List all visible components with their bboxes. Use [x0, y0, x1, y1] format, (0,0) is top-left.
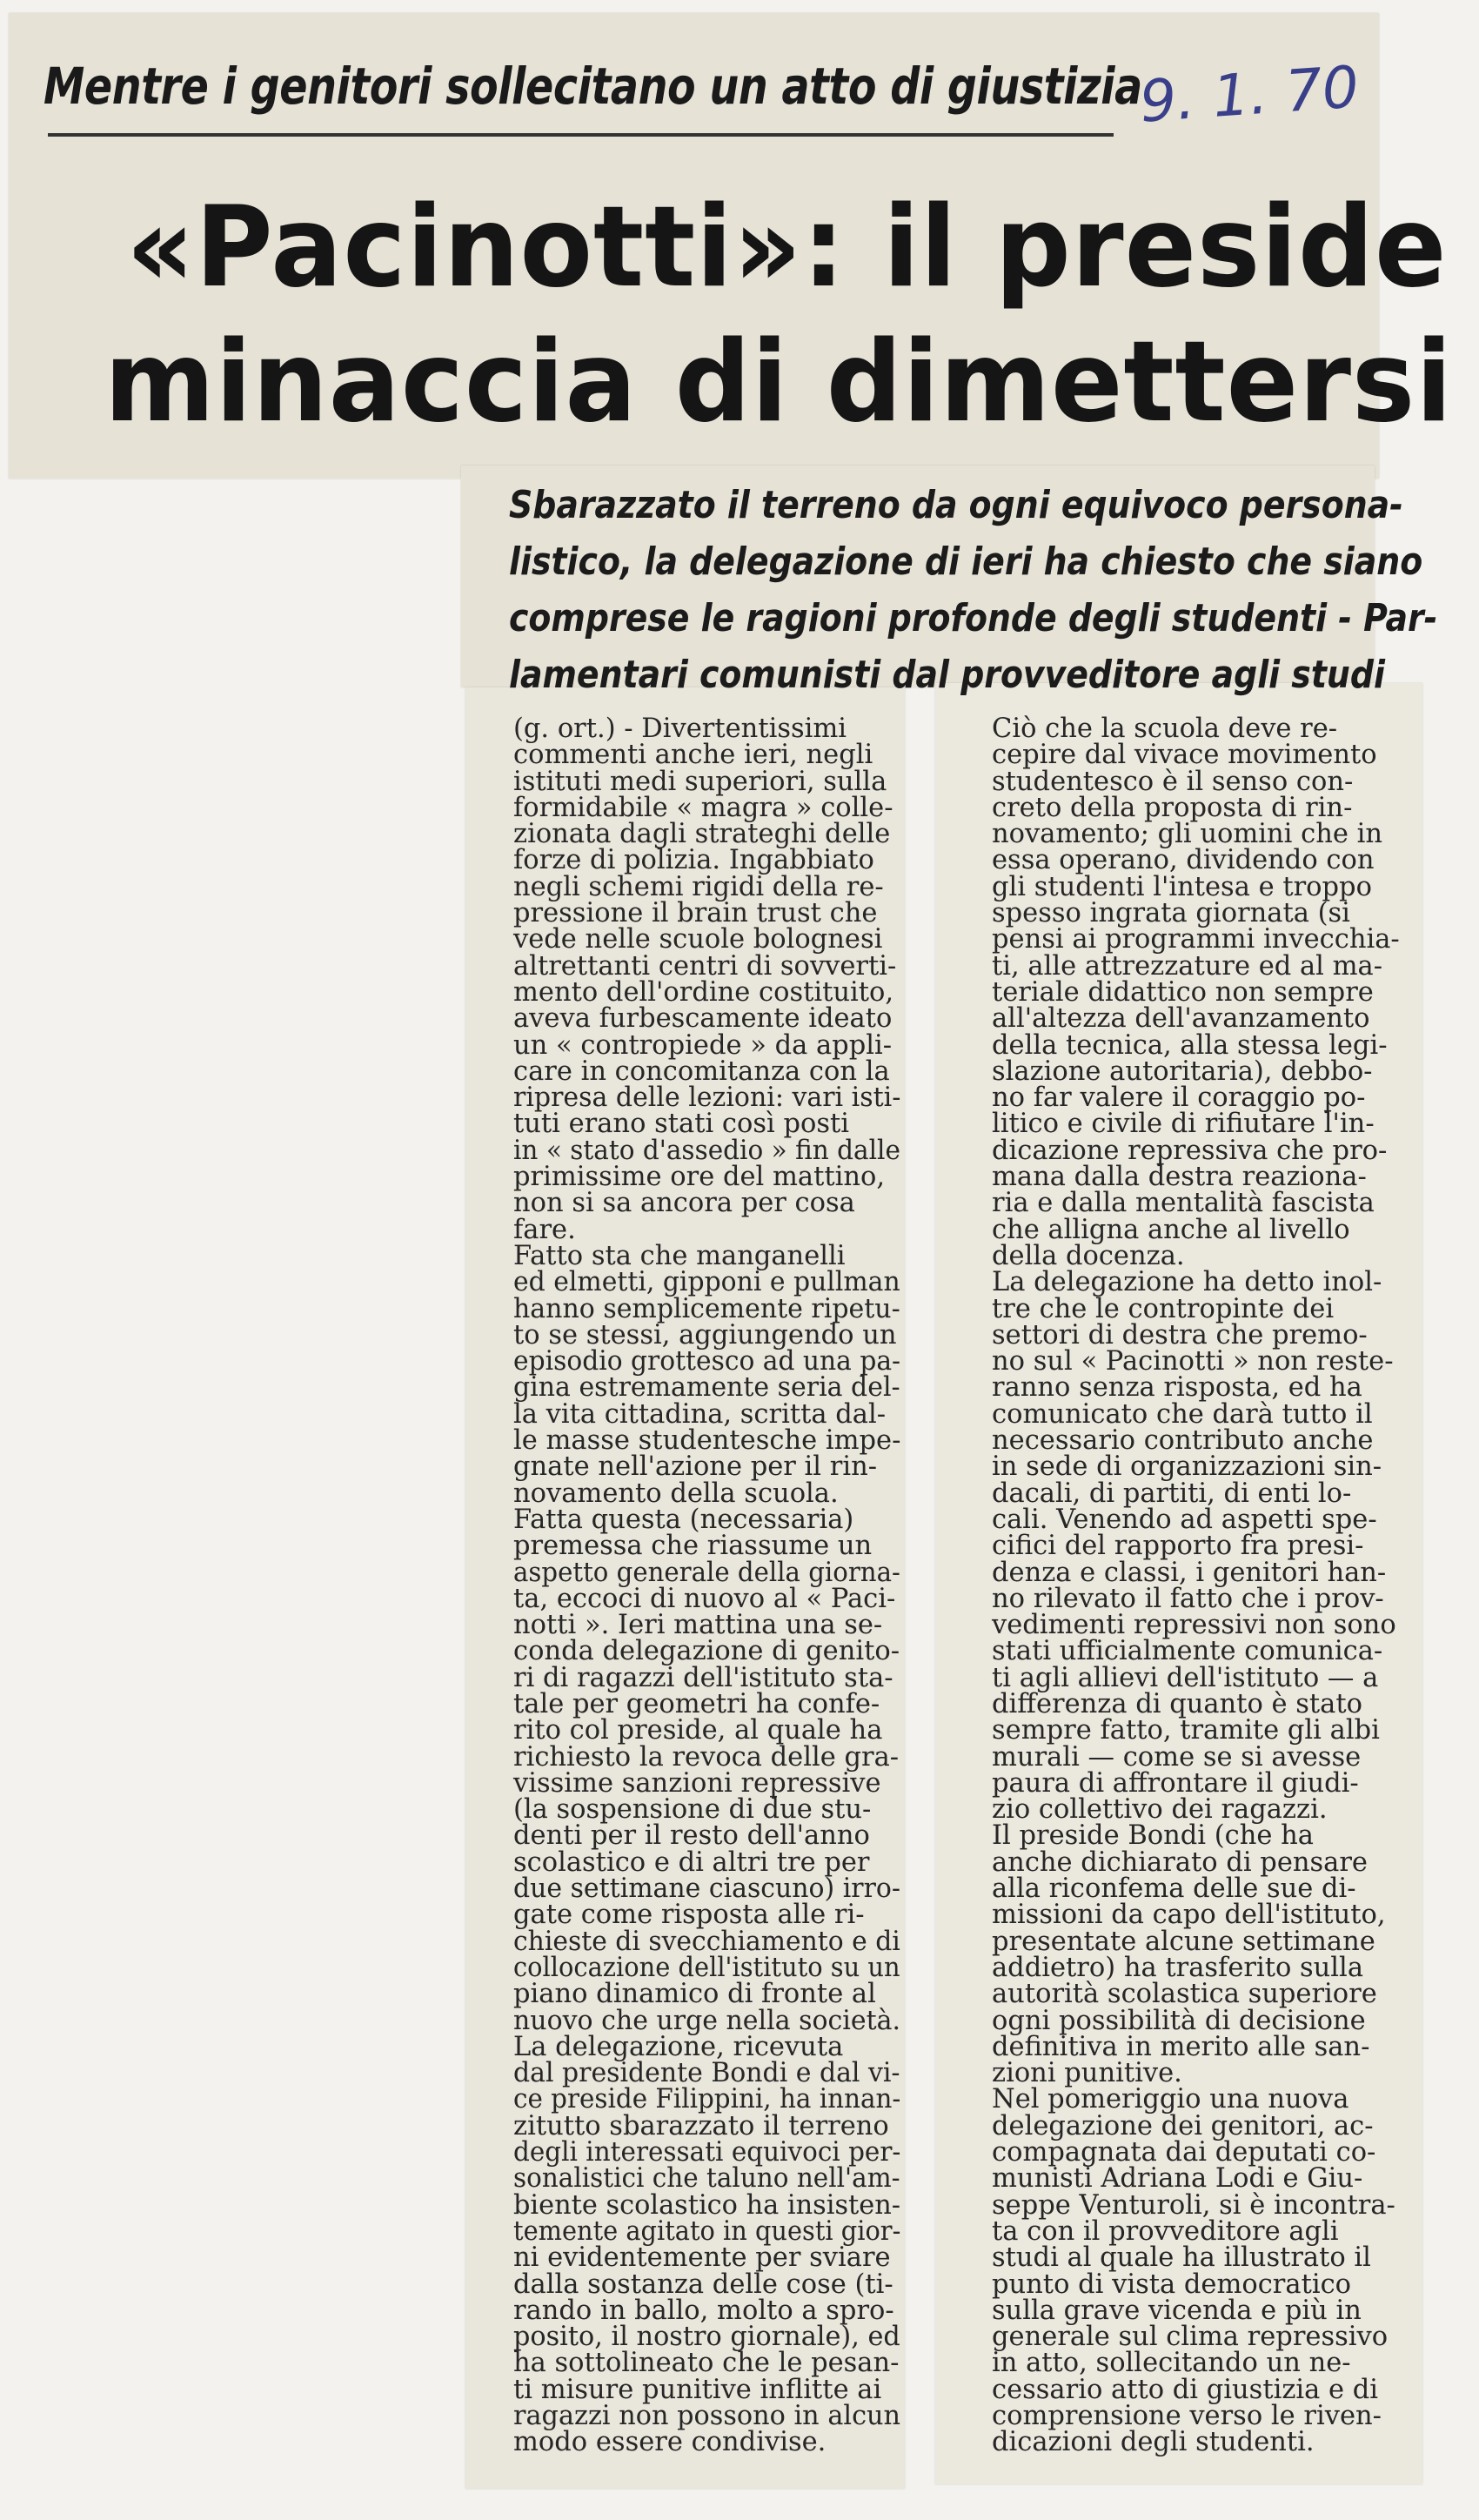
- text-line: (g. ort.) - Divertentissimi: [513, 714, 847, 744]
- text-line: cifici del rapporto fra presi-: [992, 1531, 1364, 1562]
- text-line: ed elmetti, gipponi e pullman: [513, 1267, 900, 1298]
- text-line: ragazzi non possono in alcun: [513, 2401, 901, 2431]
- subhead-line: listico, la delegazione di ieri ha chiesto che siano: [509, 540, 1423, 584]
- text-line: un « contropiede » da appli-: [513, 1029, 893, 1061]
- text-line: premessa che riassume un: [513, 1531, 873, 1562]
- text-line: seppe Venturoli, si è incontra-: [992, 2189, 1395, 2221]
- text-line: tale per geometri ha confe-: [513, 1688, 880, 1719]
- headline-line: «Pacinotti»: il preside: [126, 183, 1448, 312]
- text-line: primissime ore del mattino,: [513, 1162, 886, 1193]
- text-line: posito, il nostro giornale), ed: [513, 2322, 900, 2353]
- text-line: episodio grottesco ad una pa-: [513, 1346, 901, 1377]
- text-line: aveva furbescamente ideato: [513, 1003, 893, 1035]
- text-line: commenti anche ieri, negli: [513, 740, 873, 771]
- text-line: no sul « Pacinotti » non reste-: [992, 1346, 1394, 1377]
- text-line: nuovo che urge nella società.: [513, 2005, 901, 2036]
- text-line: tuti erano stati così posti: [513, 1109, 850, 1140]
- text-line: gli studenti l'intesa e troppo: [992, 871, 1372, 902]
- text-line: sonalistici che taluno nell'am-: [513, 2163, 900, 2195]
- text-line: missioni da capo dell'istituto,: [992, 1900, 1386, 1931]
- subhead-line: comprese le ragioni profonde degli studenti - Par-: [509, 596, 1438, 640]
- text-line: stati ufficialmente comunica-: [992, 1636, 1383, 1667]
- text-line: La delegazione ha detto inol-: [992, 1267, 1382, 1298]
- text-line: in sede di organizzazioni sin-: [992, 1451, 1382, 1483]
- text-line: ta, eccoci di nuovo al « Paci-: [513, 1583, 896, 1614]
- text-line: creto della proposta di rin-: [992, 792, 1353, 823]
- subheadline: [509, 477, 1438, 703]
- text-line: le masse studentesche impe-: [513, 1425, 901, 1457]
- text-line: ni evidentemente per sviare: [513, 2242, 891, 2274]
- text-line: ta con il provveditore agli: [992, 2215, 1339, 2247]
- text-line: biente scolastico ha insisten-: [513, 2189, 901, 2221]
- text-line: ogni possibilità di decisione: [992, 2005, 1366, 2036]
- text-line: to se stessi, aggiungendo un: [513, 1319, 897, 1350]
- text-line: aspetto generale della giorna-: [513, 1557, 900, 1588]
- text-line: definitiva in merito alle san-: [992, 2031, 1370, 2062]
- text-line: hanno semplicemente ripetu-: [513, 1293, 900, 1324]
- text-line: gnate nell'azione per il rin-: [513, 1451, 878, 1483]
- text-line: Ciò che la scuola deve re-: [992, 714, 1338, 744]
- text-line: in atto, sollecitando un ne-: [992, 2348, 1351, 2379]
- text-line: punto di vista democratico: [992, 2269, 1352, 2300]
- text-line: Fatta questa (necessaria): [513, 1504, 854, 1535]
- text-line: comunicato che darà tutto il: [992, 1398, 1373, 1430]
- text-line: mento dell'ordine costituito,: [513, 976, 894, 1008]
- text-line: dicazione repressiva che pro-: [992, 1135, 1388, 1166]
- text-line: anche dichiarato di pensare: [992, 1846, 1368, 1878]
- text-line: temente agitato in questi gior-: [513, 2215, 901, 2247]
- text-line: modo essere condivise.: [513, 2427, 826, 2458]
- text-line: gate come risposta alle ri-: [513, 1900, 865, 1931]
- text-line: paura di affrontare il giudi-: [992, 1767, 1359, 1799]
- text-line: novamento; gli uomini che in: [992, 819, 1382, 850]
- text-line: scolastico e di altri tre per: [513, 1846, 870, 1878]
- text-line: gina estremamente seria del-: [513, 1372, 900, 1404]
- text-line: no rilevato il fatto che i prov-: [992, 1583, 1384, 1614]
- text-line: care in concomitanza con la: [513, 1056, 890, 1087]
- text-line: ti agli allievi dell'istituto — a: [992, 1662, 1379, 1693]
- text-line: ce preside Filippini, ha innan-: [513, 2084, 901, 2115]
- text-line: collocazione dell'istituto su un: [513, 1952, 900, 1983]
- text-line: formidabile « magra » colle-: [513, 792, 893, 823]
- text-line: La delegazione, ricevuta: [513, 2031, 844, 2062]
- text-line: Nel pomeriggio una nuova: [992, 2084, 1349, 2115]
- text-line: cali. Venendo ad aspetti spe-: [992, 1504, 1377, 1535]
- text-line: Fatto sta che manganelli: [513, 1240, 846, 1271]
- text-line: zioni punitive.: [992, 2058, 1182, 2089]
- text-line: forze di polizia. Ingabbiato: [513, 845, 874, 876]
- text-line: all'altezza dell'avanzamento: [992, 1003, 1370, 1035]
- text-line: richiesto la revoca delle gra-: [513, 1741, 900, 1773]
- text-line: pressione il brain trust che: [513, 898, 878, 929]
- text-line: chieste di svecchiamento e di: [513, 1926, 900, 1957]
- text-line: generale sul clima repressivo: [992, 2322, 1389, 2353]
- text-line: ti, alle attrezzature ed al ma-: [992, 950, 1383, 982]
- text-line: essa operano, dividendo con: [992, 845, 1375, 876]
- text-line: vissime sanzioni repressive: [513, 1767, 881, 1799]
- text-line: denza e classi, i genitori han-: [992, 1557, 1387, 1588]
- handwritten-date: 9. 1. 70: [1137, 53, 1362, 136]
- text-line: notti ». Ieri mattina una se-: [513, 1610, 883, 1641]
- text-line: ha sottolineato che le pesan-: [513, 2348, 900, 2379]
- headline-line: minaccia di dimettersi: [104, 318, 1453, 447]
- text-line: studentesco è il senso con-: [992, 766, 1354, 797]
- text-line: ria e dalla mentalità fascista: [992, 1188, 1375, 1219]
- text-line: dicazioni degli studenti.: [992, 2427, 1315, 2458]
- text-line: ri di ragazzi dell'istituto sta-: [513, 1662, 893, 1693]
- text-line: cepire dal vivace movimento: [992, 740, 1377, 771]
- text-line: zionata dagli strateghi delle: [513, 819, 891, 850]
- text-line: necessario contributo anche: [992, 1425, 1374, 1457]
- text-line: Il preside Bondi (che ha: [992, 1820, 1314, 1852]
- kicker-headline: Mentre i genitori sollecitano un atto di giustizia: [44, 57, 1142, 116]
- text-line: (la sospensione di due stu-: [513, 1794, 872, 1826]
- text-line: alla riconfema delle sue di-: [992, 1873, 1356, 1905]
- kicker-rule: [48, 133, 1114, 137]
- text-line: della tecnica, alla stessa legi-: [992, 1029, 1388, 1061]
- text-line: ranno senza risposta, ed ha: [992, 1372, 1362, 1404]
- text-line: presentate alcune settimane: [992, 1926, 1375, 1957]
- text-line: negli schemi rigidi della re-: [513, 871, 884, 902]
- text-line: zitutto sbarazzato il terreno: [513, 2110, 889, 2141]
- text-line: pensi ai programmi invecchia-: [992, 924, 1400, 955]
- text-line: rito col preside, al quale ha: [513, 1715, 883, 1746]
- text-line: differenza di quanto è stato: [992, 1688, 1362, 1719]
- text-line: autorità scolastica superiore: [992, 1979, 1377, 2010]
- text-line: due settimane ciascuno) irro-: [513, 1873, 900, 1905]
- text-line: ti misure punitive inflitte ai: [513, 2374, 882, 2405]
- text-line: piano dinamico di fronte al: [513, 1979, 876, 2010]
- text-line: dalla sostanza delle cose (ti-: [513, 2269, 893, 2300]
- text-line: studi al quale ha illustrato il: [992, 2242, 1371, 2274]
- text-line: non si sa ancora per cosa: [513, 1188, 855, 1219]
- text-line: degli interessati equivoci per-: [513, 2137, 901, 2168]
- text-line: ripresa delle lezioni: vari isti-: [513, 1082, 901, 1114]
- text-line: sempre fatto, tramite gli albi: [992, 1715, 1380, 1746]
- text-line: altrettanti centri di sovverti-: [513, 950, 897, 982]
- text-line: delegazione dei genitori, ac-: [992, 2110, 1374, 2141]
- text-line: spesso ingrata giornata (si: [992, 898, 1350, 929]
- text-line: slazione autoritaria), debbo-: [992, 1056, 1373, 1087]
- subhead-line: lamentari comunisti dal provveditore agli studi: [509, 653, 1385, 697]
- text-line: settori di destra che premo-: [992, 1319, 1368, 1350]
- text-line: murali — come se si avesse: [992, 1741, 1362, 1773]
- text-line: vede nelle scuole bolognesi: [513, 924, 883, 955]
- text-line: teriale didattico non sempre: [992, 976, 1374, 1008]
- text-line: zio collettivo dei ragazzi.: [992, 1794, 1328, 1826]
- article-column-left: [513, 716, 900, 2456]
- text-line: la vita cittadina, scritta dal-: [513, 1398, 887, 1430]
- text-line: denti per il resto dell'anno: [513, 1820, 870, 1852]
- text-line: mana dalla destra reaziona-: [992, 1162, 1367, 1193]
- text-line: sulla grave vicenda e più in: [992, 2295, 1362, 2326]
- text-line: litico e civile di rifiutare l'in-: [992, 1109, 1375, 1140]
- text-line: che alligna anche al livello: [992, 1214, 1350, 1245]
- text-line: cessario atto di giustizia e di: [992, 2374, 1379, 2405]
- text-line: vedimenti repressivi non sono: [992, 1610, 1396, 1641]
- text-line: conda delegazione di genito-: [513, 1636, 900, 1667]
- text-line: compagnata dai deputati co-: [992, 2137, 1376, 2168]
- text-line: dacali, di partiti, di enti lo-: [992, 1478, 1352, 1509]
- text-line: novamento della scuola.: [513, 1478, 839, 1509]
- text-line: istituti medi superiori, sulla: [513, 766, 887, 797]
- text-line: tre che le contropinte dei: [992, 1293, 1335, 1324]
- subhead-line: Sbarazzato il terreno da ogni equivoco persona-: [509, 483, 1403, 527]
- text-line: munisti Adriana Lodi e Giu-: [992, 2163, 1363, 2195]
- text-line: rando in ballo, molto a spro-: [513, 2295, 894, 2326]
- text-line: in « stato d'assedio » fin dalle: [513, 1135, 900, 1166]
- text-line: no far valere il coraggio po-: [992, 1082, 1366, 1114]
- text-line: comprensione verso le riven-: [992, 2401, 1382, 2431]
- text-line: fare.: [513, 1214, 576, 1245]
- text-line: dal presidente Bondi e dal vi-: [513, 2058, 900, 2089]
- article-column-right: [992, 716, 1405, 2456]
- text-line: addietro) ha trasferito sulla: [992, 1952, 1363, 1983]
- text-line: della docenza.: [992, 1240, 1185, 1271]
